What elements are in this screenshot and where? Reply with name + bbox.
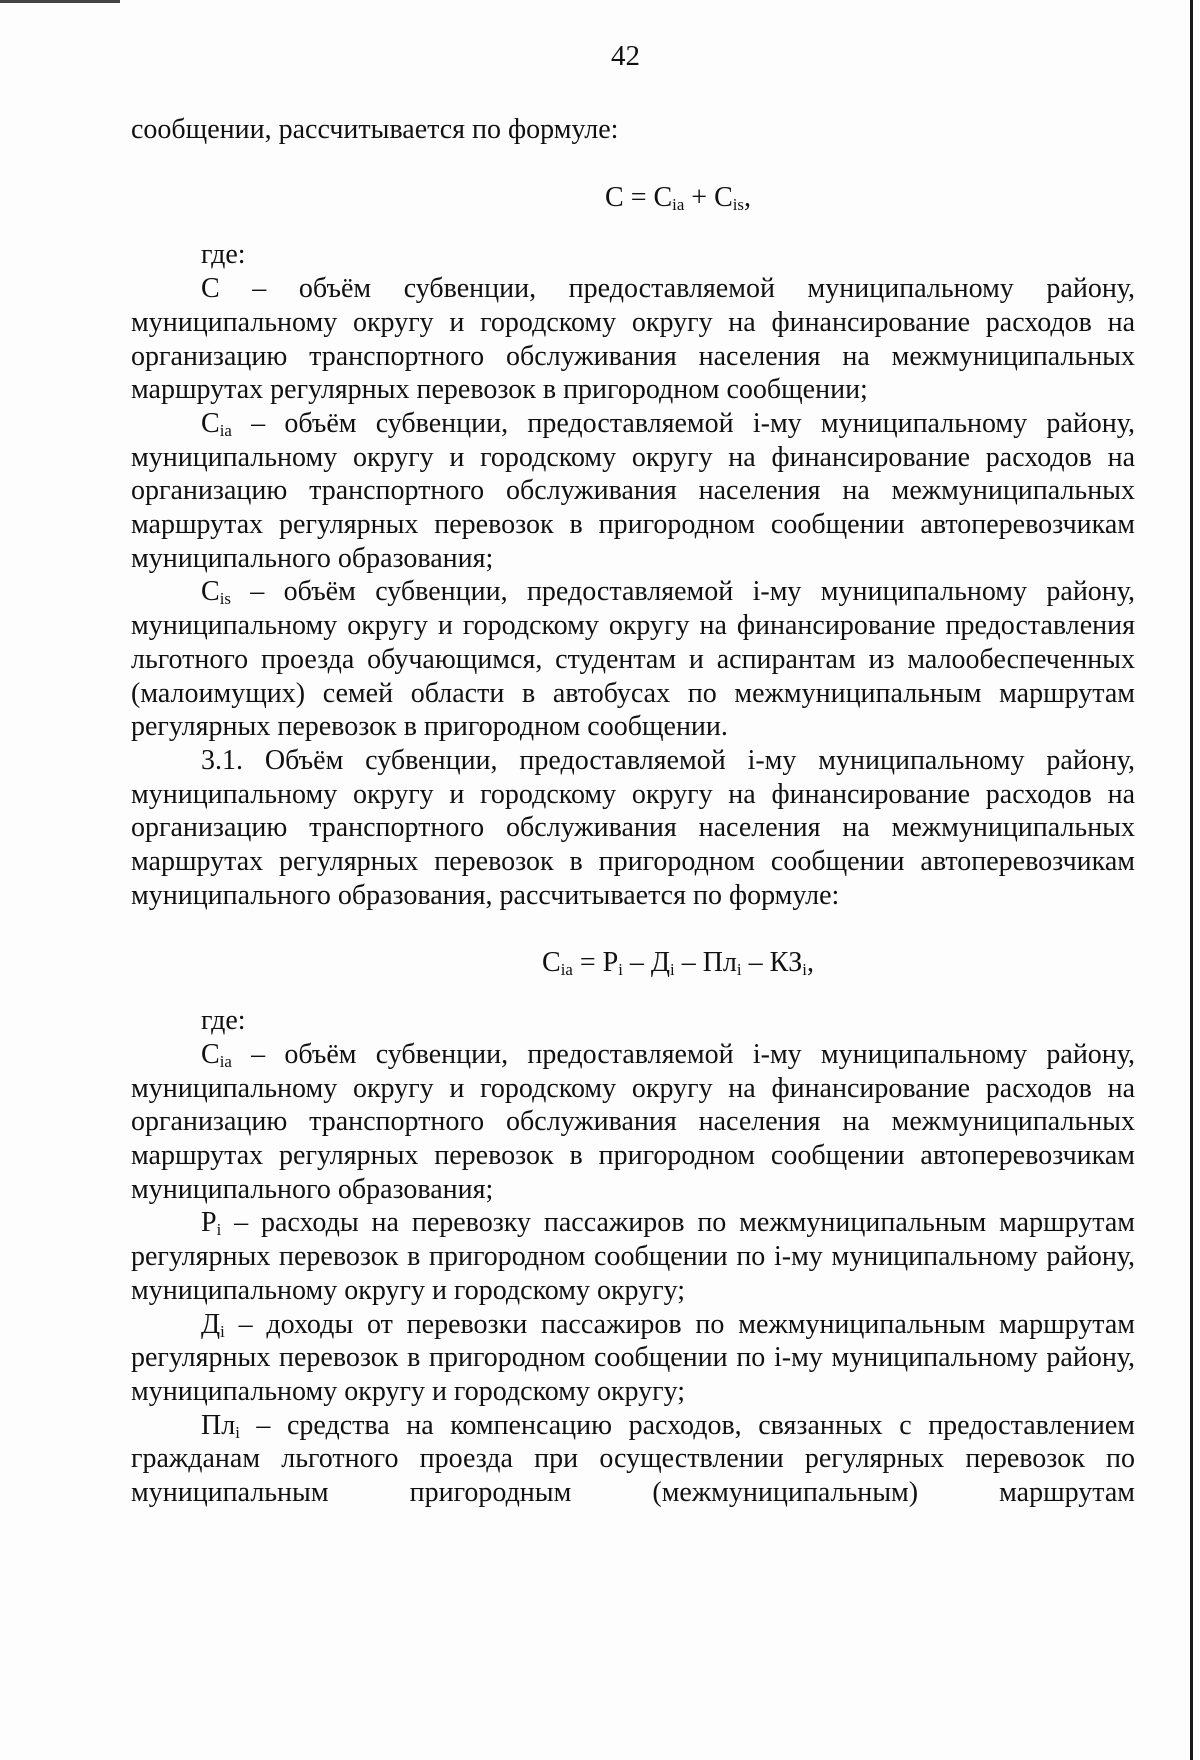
page-number: 42	[611, 40, 640, 72]
formula-cia: $С_{ia} = Р_i - Д_i - Пл_i - КЗ_i$,	[542, 947, 814, 980]
definition-cia: $С_{ia}$ – объём субвенции, предоставляемой i-му муниципальному району, муниципальному округу и городскому округу на финансирование расходов на организацию транспортного обслуживания населения на межмуниципальных маршрутах регулярных перевозок в пригородном сообщении автоперевозчикам муниципального образования;	[131, 407, 1135, 574]
paragraph-continuation: сообщении, рассчитывается по формуле:	[131, 114, 619, 145]
scan-artifact-top	[0, 0, 120, 3]
where-label-2: где:	[201, 1005, 246, 1037]
definition-pi: $Р_i$ – расходы на перевозку пассажиров по межмуниципальным маршрутам регулярных перевозок в пригородном сообщении по i-му муниципальному району, муниципальному округу и городскому округу;	[131, 1207, 1135, 1306]
document-body	[131, 113, 1135, 1510]
definition-cis: $С_{is}$ – объём субвенции, предоставляемой i-му муниципальному району, муниципальному округу и городскому округу на финансирование предоставления льготного проезда обучающимся, студентам и аспирантам из малообеспеченных (малоимущих) семей области в автобусах по межмуниципальным маршрутам регулярных перевозок в пригородном сообщении.	[131, 576, 1135, 743]
formula-total-subvention: $С = С_{ia} + С_{is}$,	[605, 181, 751, 214]
section-3-1: 3.1. Объём субвенции, предоставляемой i-му муниципальному району, муниципальному округу и городскому округу на финансирование расходов на организацию транспортного обслуживания населения на межмуниципальных маршрутах регулярных перевозок в пригородном сообщении автоперевозчикам муниципального образования, рассчитывается по формуле:	[131, 744, 1135, 911]
definition-pli: $Пл_i$ – средства на компенсацию расходов, связанных с предоставлением гражданам льготного проезда при осуществлении регулярных перевозок по муниципальным пригородным (межмуниципальным) маршрутам	[131, 1409, 1135, 1509]
definition-di: $Д_i$ – доходы от перевозки пассажиров по межмуниципальным маршрутам регулярных перевозок в пригородном сообщении по i-му муниципальному району, муниципальному округу и городскому округу;	[131, 1308, 1135, 1407]
scan-artifact-right-edge	[1190, 0, 1193, 1760]
definition-cia-2: $С_{ia}$ – объём субвенции, предоставляемой i-му муниципальному району, муниципальному округу и городскому округу на финансирование расходов на организацию транспортного обслуживания населения на межмуниципальных маршрутах регулярных перевозок в пригородном сообщении автоперевозчикам муниципального образования;	[131, 1038, 1135, 1205]
where-label: где:	[201, 239, 246, 271]
definition-c: С – объём субвенции, предоставляемой муниципальному району, муниципальному округу и городскому округу на финансирование расходов на организацию транспортного обслуживания населения на межмуниципальных маршрутах регулярных перевозок в пригородном сообщении;	[131, 273, 1135, 406]
